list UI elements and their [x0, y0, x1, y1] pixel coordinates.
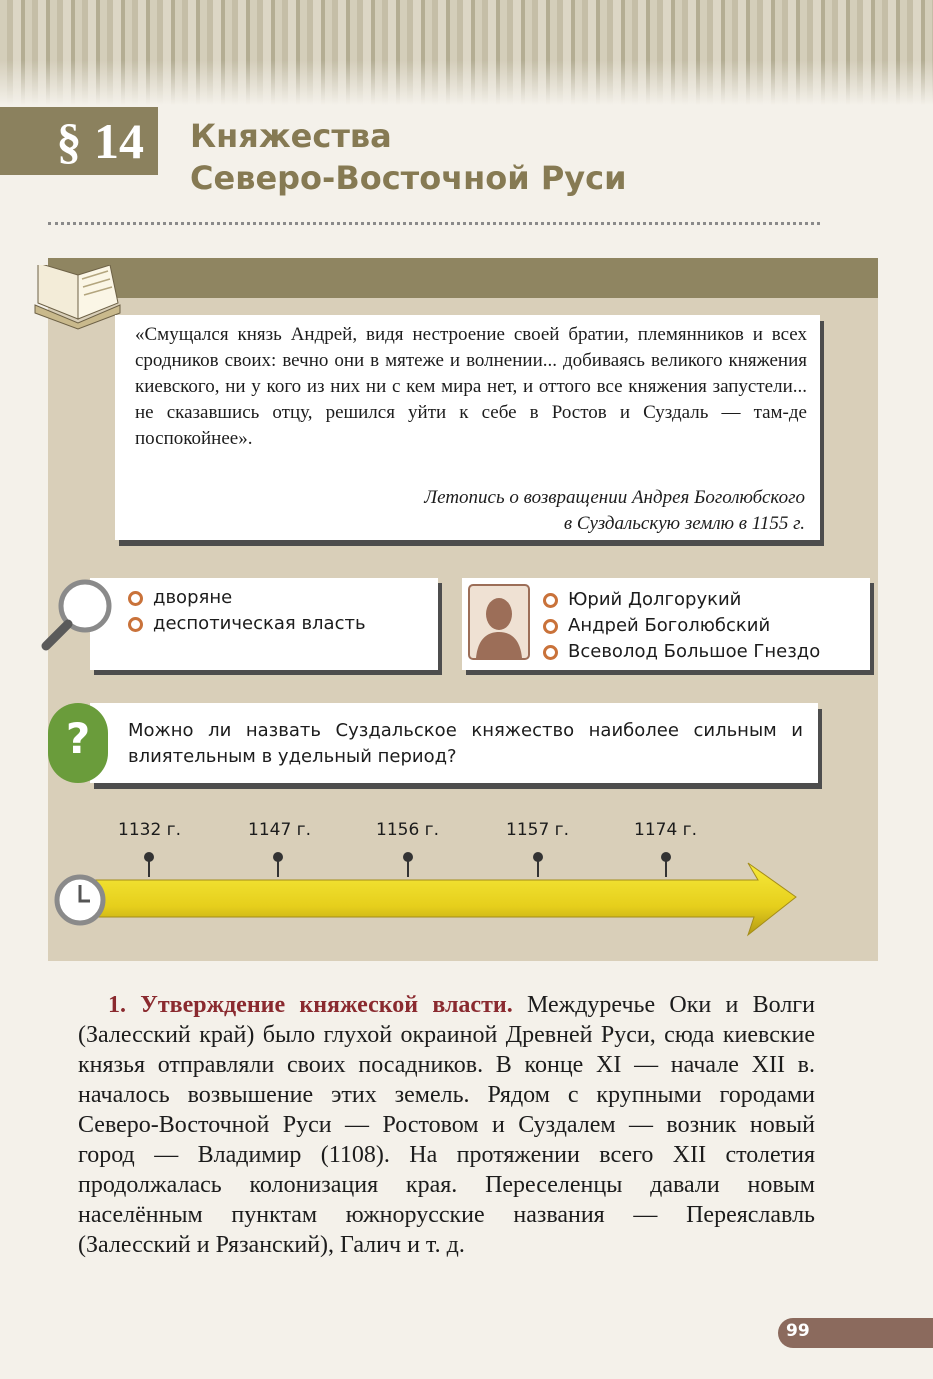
timeline-date: 1157 г. — [506, 820, 570, 840]
quote-source-line-2: в Суздальскую землю в 1155 г. — [563, 513, 805, 534]
term-item: дворяне — [128, 585, 366, 611]
book-icon — [30, 265, 125, 330]
timeline-arrow — [78, 863, 796, 935]
quote-source-line-1: Летопись о возвращении Андрея Боголюбского — [424, 487, 805, 508]
bullet-icon — [543, 593, 558, 608]
bullet-icon — [128, 617, 143, 632]
bullet-icon — [128, 591, 143, 606]
timeline-date: 1132 г. — [118, 820, 182, 840]
person-item: Юрий Долгорукий — [543, 587, 820, 613]
timeline-date: 1156 г. — [376, 820, 440, 840]
page-number: 99 — [786, 1321, 810, 1341]
quote-source — [245, 485, 805, 537]
terms-list — [128, 585, 366, 637]
bullet-icon — [543, 645, 558, 660]
body-text: Междуречье Оки и Волги (Залесский край) было глухой окраиной Древней Руси, сюда киевские князья отправляли своих посадников. В конце XI — начале XII в. началось возвышение этих земель. Рядом с крупными городами Северо-Восточной Руси — Ростовом и Суздалем — возник новый город — Владимир (1108). На протяжении всего XII столетия продолжалась колонизация края. Переселенцы давали новым населённым пунктам южнорусские названия — Переяславль (Залесский и Рязанский), Галич и т. д. — [78, 992, 815, 1258]
clock-icon — [57, 877, 103, 923]
section-number-badge: § 14 — [0, 107, 158, 175]
person-item: Андрей Боголюбский — [543, 613, 820, 639]
person-item: Всеволод Большое Гнездо — [543, 639, 820, 665]
header-decoration — [0, 0, 933, 105]
question-mark: ? — [65, 713, 91, 763]
section-heading: 1. Утверждение княжеской власти. — [108, 992, 513, 1018]
page-title — [190, 115, 627, 199]
bullet-icon — [543, 619, 558, 634]
body-paragraph — [78, 990, 815, 1260]
portrait-icon — [468, 584, 530, 660]
dotted-divider — [48, 222, 820, 225]
title-line-2: Северо-Восточной Руси — [190, 159, 627, 197]
magnifier-icon — [40, 576, 115, 651]
title-line-1: Княжества — [190, 117, 392, 155]
persons-list — [543, 587, 820, 665]
quote-text: «Смущался князь Андрей, видя нестроение своей братии, племянников и всех сродников своих: вечно они в мятеже и волнении... добиваясь великого княжения киевского, ни у кого из них ни с кем мира нет, и оттого все княжения запустели... не сказавшись отцу, решился уйти к себе в Ростов и Суздаль — там-де поспокойнее». — [135, 324, 807, 449]
timeline-date: 1147 г. — [248, 820, 312, 840]
timeline-date: 1174 г. — [634, 820, 698, 840]
timeline-ticks — [144, 852, 671, 877]
question-text: Можно ли назвать Суздальское княжество наиболее сильным и влиятельным в удельный период? — [128, 720, 803, 767]
term-item: деспотическая власть — [128, 611, 366, 637]
